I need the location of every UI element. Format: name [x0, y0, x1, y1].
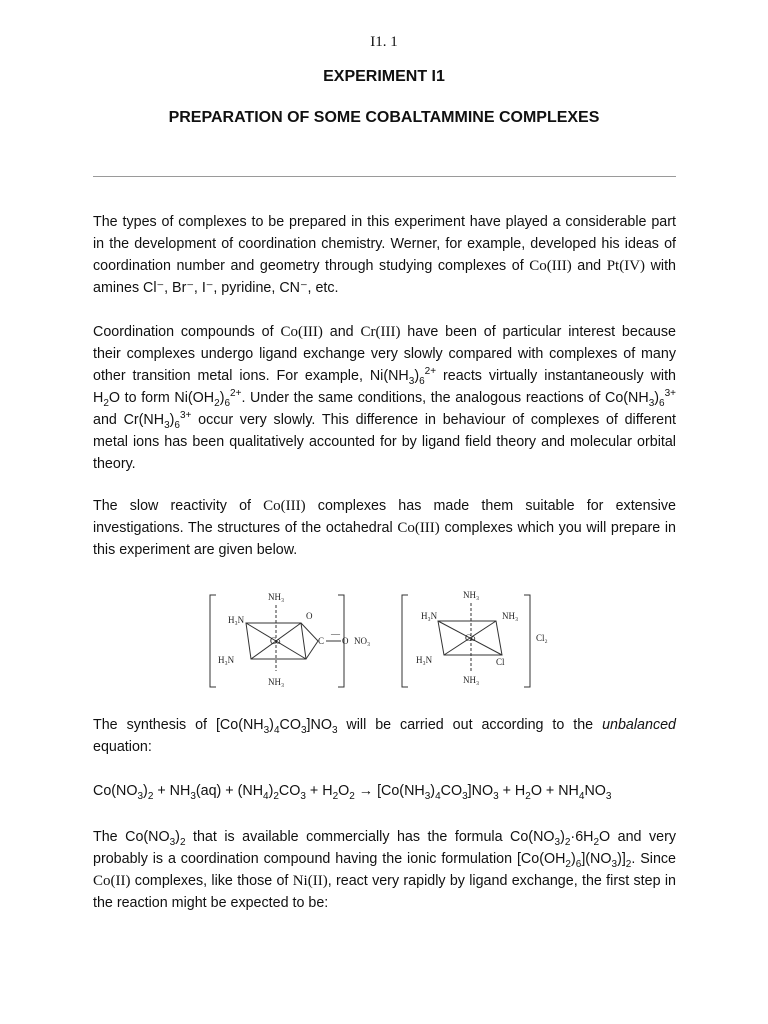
label-right-ur: NH₃ — [502, 611, 519, 621]
paragraph-reactivity: The slow reactivity of Co(III) complexes has made them suitable for extensive investigations. The structures of the octahedral Co(III) complexes which you will prepare in this experiment are given below. — [93, 498, 676, 558]
chemical-equation: $Co(NO_3)_2 + NH_3(aq) + (NH_4)_2CO_3 + H_2O_2 \to [Co(NH_3)_4CO_3]NO_3 + H_2O + NH_4NO_3$ — [93, 783, 612, 802]
bracket-right-open — [402, 595, 408, 687]
experiment-heading: EXPERIMENT I1 — [323, 68, 445, 85]
label-left-bottom: NH₃ — [268, 677, 285, 687]
paragraph-intro: The types of complexes to be prepared in this experiment have played a considerable part in the development of coordination chemistry. Werner, for example, developed his ideas of coordination number and geometry through studying complexes of Co(III) and Pt(IV) with amines Cl⁻, Br⁻, I⁻, pyridine, CN⁻, etc. — [93, 214, 676, 296]
bracket-right-close — [524, 595, 530, 687]
arrow-icon: → — [354, 783, 378, 799]
label-left-counter: NO₃ — [354, 636, 371, 646]
label-right-lr: Cl — [496, 657, 505, 667]
paragraph-synthesis: The synthesis of $[Co(NH_3)_4CO_3]NO_3$ will be carried out according to the unbalanced equation: — [93, 717, 676, 755]
horizontal-rule — [93, 176, 676, 177]
label-right-metal: Co — [465, 633, 476, 643]
label-left-metal: Co — [270, 636, 281, 646]
complex-structures-svg — [206, 583, 558, 693]
label-left-top: NH₃ — [268, 592, 285, 602]
label-right-ul: H₃N — [421, 611, 438, 621]
document-title: PREPARATION OF SOME COBALTAMMINE COMPLEXES — [168, 109, 600, 126]
bracket-left-open — [210, 595, 216, 687]
label-right-bottom: NH₃ — [463, 675, 480, 685]
paragraph-coordination: Coordination compounds of Co(III) and Cr(III) have been of particular interest because their complexes undergo ligand exchange very slowly compared with complexes of many other transition metal ions. For example, $Ni(NH_3)_6^{2+}$ reacts virtually instantaneously with $H_2O$ to form $Ni(OH_2)_6^{2+}$. Under the same conditions, the analogous reactions of $Co(NH_3)_6^{3+}$ and $Cr(NH_3)_6^{3+}$ occur very slowly. This difference in behaviour of complexes of different metal ions has been qualitatively accounted for by ligand field theory and molecular orbital theory. — [93, 324, 677, 472]
label-right-top: NH₃ — [463, 590, 480, 600]
label-left-o2: O — [342, 636, 349, 646]
label-right-counter: Cl₂ — [536, 633, 548, 643]
label-left-c: C — [318, 636, 325, 646]
label-left-ll: H₃N — [218, 655, 235, 665]
label-left-dash: — — [331, 629, 340, 639]
label-left-ul: H₃N — [228, 615, 245, 625]
label-left-o1: O — [306, 611, 313, 621]
complex-structures-figure — [206, 583, 558, 693]
paragraph-commercial: The $Co(NO_3)_2$ that is available commercially has the formula $Co(NO_3)_2\cdot 6H_2O$ and very probably is a coordination compound having the ionic formulation $[Co(OH_2)_6](NO_3)]_2$. Since Co(II) complexes, like those of Ni(II), react very rapidly by ligand exchange, the first step in the reaction might be expected to be: — [93, 829, 676, 911]
label-right-ll: H₃N — [416, 655, 433, 665]
page-number: I1. 1 — [370, 34, 398, 50]
